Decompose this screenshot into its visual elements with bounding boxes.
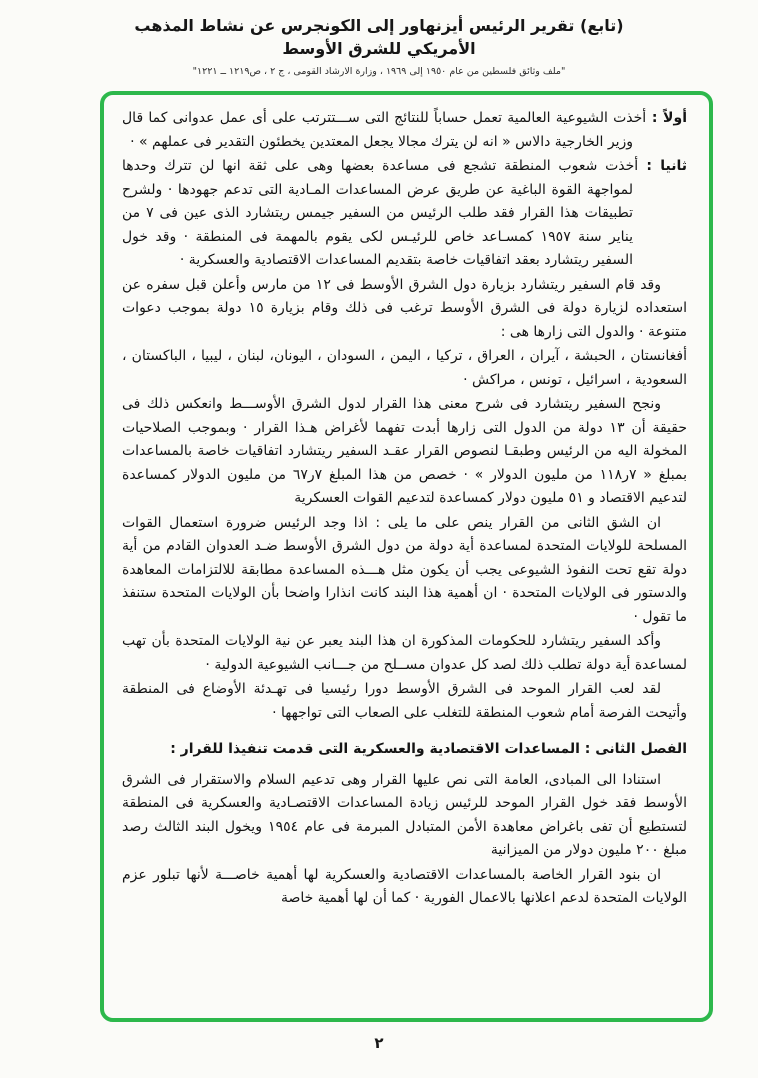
document-title: (تابع) تقرير الرئيس أيزنهاور إلى الكونجرس عن نشاط المذهب الأمريكي للشرق الأوسط [134,16,624,58]
paragraph: وقد قام السفير ريتشارد بزيارة دول الشرق الأوسط فى ١٢ من مارس وأعلن قبل سفره عن استعداده لزيارة دولة فى الشرق الأوسط ترغب فى ذلك وقام بزيارة ١٥ دولة بموجب دعوات متنوعة · والدول التى زارها هى : [122,276,687,340]
paragraph: ان بنود القرار الخاصة بالمساعدات الاقتصادية والعسكرية لها أهمية خاصـــة لأنها تبلور عزم الولايات المتحدة لدعم اعلانها بالاعمال الفورية · كما أن لها أهمية خاصة [122,866,687,906]
paragraph-label: أولاً : [646,110,687,126]
document-subtitle: "ملف وثائق فلسطين من عام ١٩٥٠ إلى ١٩٦٩ ، وزارة الارشاد القومى ، ج ٢ ، ص١٢١٩ ــ ١٢٢١" [192,66,566,77]
section-heading: الفصل الثانى : المساعدات الاقتصادية والعسكرية التى قدمت تنفيذا للقرار : [170,741,687,757]
paragraph: ان الشق الثانى من القرار ينص على ما يلى : اذا وجد الرئيس ضرورة استعمال القوات المسلحة للولايات المتحدة لمساعدة أية دولة من دول الشرق الأوسط ضـد العدوان القادم من أية دولة تقع تحت النفوذ الشيوعى يجب أن يكون مثل هـــذه المساعدة مطابقة للالتزامات المعاهدة والدستور فى الولايات المتحدة · ان أهمية هذا البند كانت انذارا واضحا بأن الولايات المتحدة ستنفذ ما تقول · [122,514,687,625]
document-header [0,14,758,78]
paragraph: ثانيا : أخذت شعوب المنطقة تشجع فى مساعدة بعضها وهى على ثقة انها لن تترك وحدها لمواجهة القوة الباغية عن طريق عرض المساعدات المـادية التى تدعم جهودها · ولشرح تطبيقات هذا القرار فقد طلب الرئيس من السفير جيمس ريتشارد الذى عين فى ٧ من يناير سنة ١٩٥٧ كمسـاعد خاص للرئيـس لكى يقوم بالمهمة فى المنطقة · وقد خول السفير ريتشارد بعقد اتفاقيات خاصة بتقديم المساعدات الاقتصادية والعسكرية · [122,158,687,268]
paragraph: أفغانستان ، الحبشة ، آيران ، العراق ، تركيا ، اليمن ، السودان ، اليونان، لبنان ، ليبيا ، الباكستان ، السعودية ، اسرائيل ، تونس ، مراكش · [122,348,687,388]
body-text [122,107,687,911]
content-frame [100,91,713,1022]
paragraph: ونجح السفير ريتشارد فى شرح معنى هذا القرار لدول الشرق الأوســـط وانعكس ذلك فى حقيقة أن ١٣ دولة من الدول التى زارها أبدت تفهما لأغراض هـذا القرار · وبموجب الصلاحيات المخولة اليه من الرئيس وطبقـا لنصوص القرار عقـد السفير ريتشارد اتفاقيات خاصة بالمساعدات بمبلغ « ٧ر١١٨ من مليون الدولار » · خصص من هذا المبلغ ٧ر٦٧ من مليون الدولار كمساعدة لتدعيم الاقتصاد و ٥١ مليون دولار كمساعدة لتدعيم القوات العسكرية [122,396,688,506]
paragraph-label: ثانيا : [638,158,687,174]
paragraph: استنادا الى المبادى، العامة التى نص عليها القرار وهى تدعيم السلام والاستقرار فى الشرق الأوسط فقد خول القرار الموحد للرئيس زيادة المساعدات الاقتصـادية والعسكرية فى المنطقة لتستطيع أن تفى باغراض معاهدة الأمن المتبادل المبرمة فى عام ١٩٥٤ ويخول البند الثالث رصد مبلغ ٢٠٠ مليون دولار من الميزانية [122,771,687,858]
page-footer [0,1033,758,1052]
paragraph: وأكد السفير ريتشارد للحكومات المذكورة ان هذا البند يعبر عن نية الولايات المتحدة بأن تهب لمساعدة أية دولة تطلب ذلك لصد كل عدوان مســلح من جـــانب الشيوعية الدولية · [122,633,687,673]
page-number: ٢ [374,1034,384,1052]
paragraph: أولاً : أخذت الشيوعية العالمية تعمل حساباً للنتائج التى ســـتترتب على أى عمل عدوانى كما قال وزير الخارجية دالاس « انه لن يترك مجالا يجعل المعتدين يخطئون التقدير فى عملهم » · [122,110,687,150]
paragraph: لقد لعب القرار الموحد فى الشرق الأوسط دورا رئيسيا فى تهـدئة الأوضاع فى المنطقة وأتيحت الفرصة أمام شعوب المنطقة للتغلب على الصعاب التى تواجهها · [122,681,687,721]
